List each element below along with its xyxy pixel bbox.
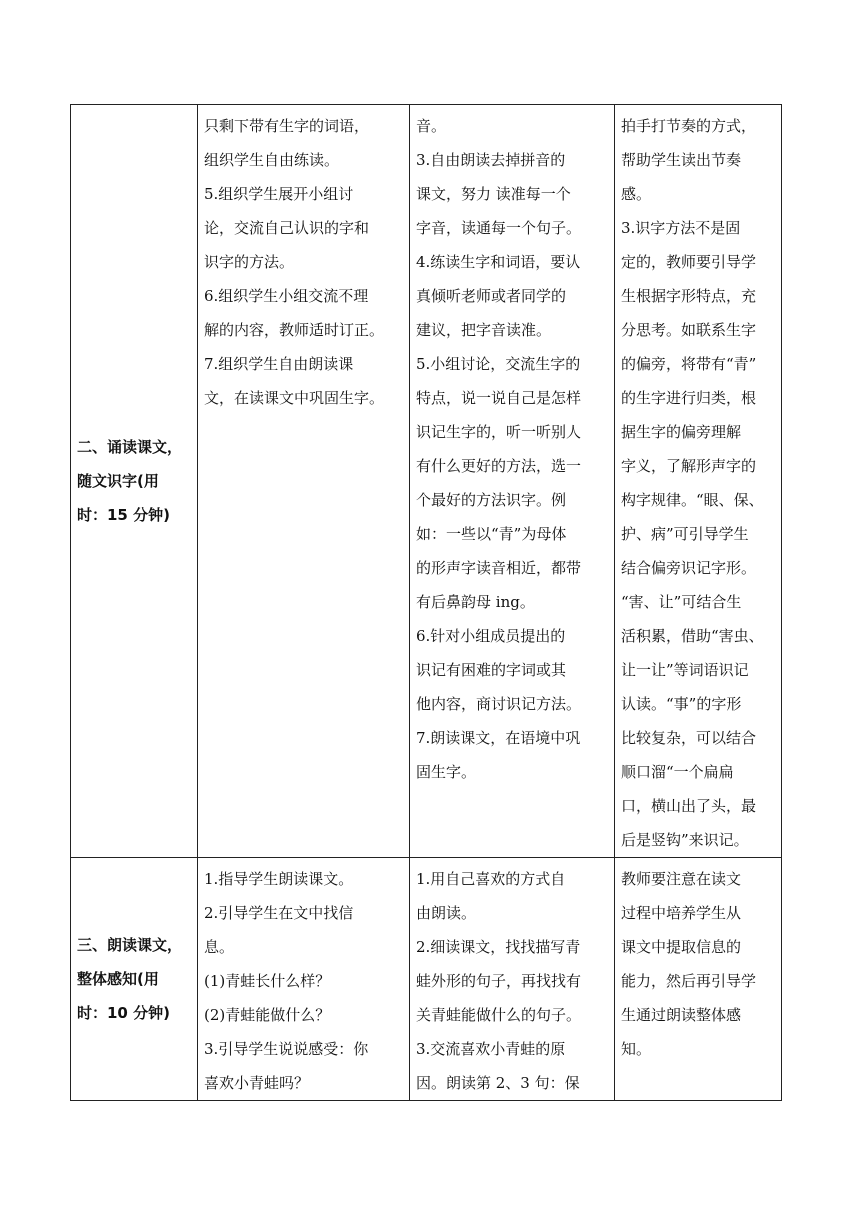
stage-line: 二、诵读课文， [77,438,183,456]
stage-cell [71,858,198,1101]
text-line: 字音，读通每一个句子。 [416,219,582,237]
text-line: 认读。“事”的字形 [621,695,742,713]
text-line: 字义，了解形声字的 [621,457,757,475]
text-line: 识字的方法。 [204,253,295,271]
table-row [71,105,782,858]
stage-line: 随文识字(用 [77,472,159,490]
text-line: 帮助学生读出节奏 [621,151,742,169]
text-line: 蛙外形的句子，再找找有 [416,972,582,990]
text-line: 教师要注意在读文 [621,870,742,888]
text-line: 文，在读课文中巩固生字。 [204,389,385,407]
text-line: 只剩下带有生字的词语， [204,117,370,135]
text-line: 7.朗读课文，在语境中巩 [416,729,581,747]
text-line: 顺口溜“一个扁扁 [621,763,734,781]
text-line: 比较复杂，可以结合 [621,729,757,747]
text-line: 能力，然后再引导学 [621,972,757,990]
text-line: 据生字的偏旁理解 [621,423,742,441]
text-line: (1)青蛙长什么样？ [204,972,331,990]
text-line: 他内容，商讨识记方法。 [416,695,582,713]
text-line: 6.针对小组成员提出的 [416,627,566,645]
text-line: 关青蛙能做什么的句子。 [416,1006,582,1024]
lesson-plan-table [70,104,782,1101]
text-line: 喜欢小青蛙吗？ [204,1074,310,1092]
text-line: 固生字。 [416,763,477,781]
text-line: 因。朗读第 2、3 句：保 [416,1074,580,1092]
text-line: 7.组织学生自由朗读课 [204,355,354,373]
text-line: 结合偏旁识记字形。 [621,559,757,577]
text-line: 1.指导学生朗读课文。 [204,870,354,888]
student-activity-cell [410,105,615,858]
text-line: 活积累，借助“害虫、 [621,627,764,645]
text-line: (2)青蛙能做什么？ [204,1006,331,1024]
text-line: 组织学生自由练读。 [204,151,340,169]
text-line: “害、让”可结合生 [621,593,742,611]
stage-line: 整体感知(用 [77,970,159,988]
text-line: 3.自由朗读去掉拼音的 [416,151,566,169]
text-line: 2.细读课文，找找描写青 [416,938,581,956]
text-line: 6.组织学生小组交流不理 [204,287,369,305]
text-line: 构字规律。“眼、保、 [621,491,764,509]
stage-cell [71,105,198,858]
text-line: 2.引导学生在文中找信 [204,904,354,922]
design-intent-cell [615,105,782,858]
text-line: 5.小组讨论，交流生字的 [416,355,581,373]
text-line: 4.练读生字和词语，要认 [416,253,581,271]
text-line: 过程中培养学生从 [621,904,742,922]
text-line: 课文中提取信息的 [621,938,742,956]
text-line: 拍手打节奏的方式， [621,117,757,135]
stage-line: 三、朗读课文， [77,936,183,954]
text-line: 的偏旁，将带有“青” [621,355,757,373]
text-line: 3.交流喜欢小青蛙的原 [416,1040,566,1058]
stage-line: 时：15 分钟) [77,506,170,524]
text-line: 定的，教师要引导学 [621,253,757,271]
text-line: 论，交流自己认识的字和 [204,219,370,237]
text-line: 课文，努力 读准每一个 [416,185,571,203]
text-line: 如：一些以“青”为母体 [416,525,567,543]
text-line: 个最好的方法识字。例 [416,491,567,509]
text-line: 让一让”等词语识记 [621,661,749,679]
text-line: 1.用自己喜欢的方式自 [416,870,566,888]
table-row [71,858,782,1101]
teacher-activity-cell [198,858,410,1101]
text-line: 3.识字方法不是固 [621,219,741,237]
text-line: 护、病”可引导学生 [621,525,749,543]
text-line: 生根据字形特点，充 [621,287,757,305]
text-line: 生通过朗读整体感 [621,1006,742,1024]
text-line: 音。 [416,117,447,135]
text-line: 解的内容，教师适时订正。 [204,321,385,339]
text-line: 特点，说一说自己是怎样 [416,389,582,407]
teacher-activity-cell [198,105,410,858]
text-line: 有什么更好的方法，选一 [416,457,582,475]
stage-line: 时：10 分钟) [77,1004,170,1022]
student-activity-cell [410,858,615,1101]
text-line: 3.引导学生说说感受：你 [204,1040,369,1058]
text-line: 识记有困难的字词或其 [416,661,567,679]
text-line: 分思考。如联系生字 [621,321,757,339]
text-line: 后是竖钩”来识记。 [621,831,749,849]
text-line: 息。 [204,938,235,956]
text-line: 知。 [621,1040,652,1058]
text-line: 5.组织学生展开小组讨 [204,185,354,203]
text-line: 建议，把字音读准。 [416,321,552,339]
text-line: 感。 [621,185,652,203]
text-line: 识记生字的，听一听别人 [416,423,582,441]
text-line: 真倾听老师或者同学的 [416,287,567,305]
text-line: 口，横山出了头，最 [621,797,757,815]
text-line: 有后鼻韵母 ing。 [416,593,535,611]
text-line: 的生字进行归类，根 [621,389,757,407]
design-intent-cell [615,858,782,1101]
text-line: 的形声字读音相近，都带 [416,559,582,577]
text-line: 由朗读。 [416,904,477,922]
